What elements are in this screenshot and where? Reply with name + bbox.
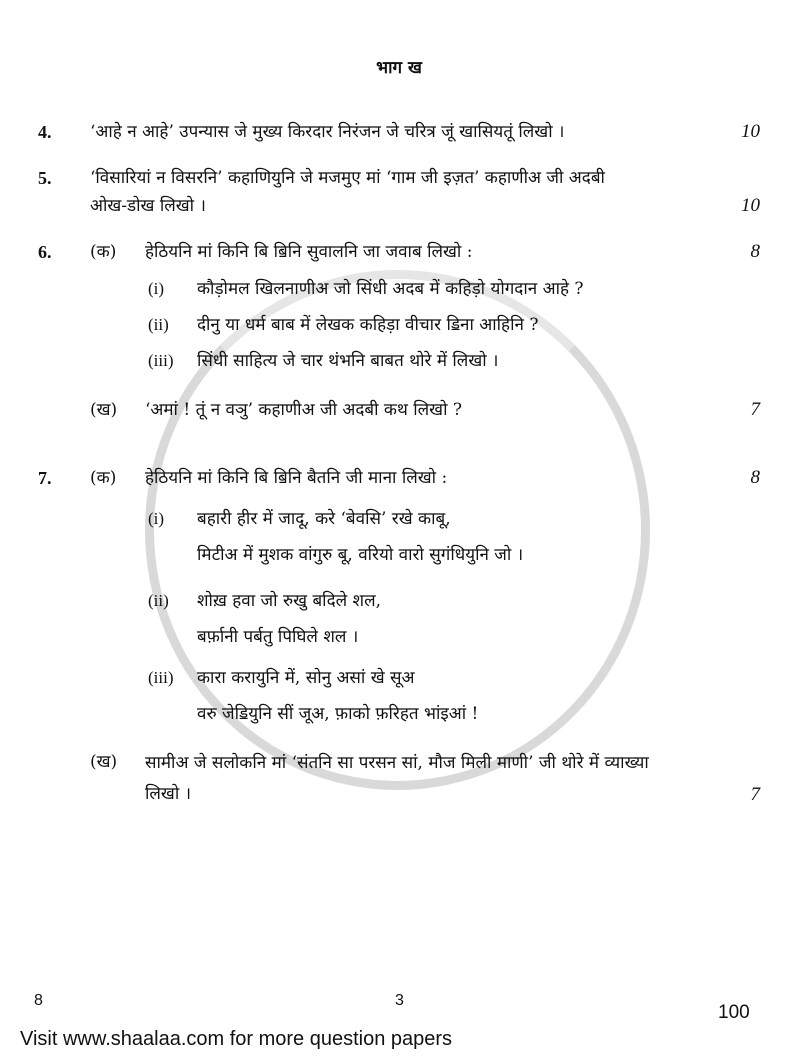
question-4 [38,118,760,146]
verse-item [148,501,696,573]
sub-label: (i) [148,509,165,528]
question-marks: 10 [741,121,760,142]
section-heading: भाग ख [376,58,422,78]
question-text: लिखो । [145,784,192,804]
page-number: 3 [395,992,404,1009]
question-marks: 8 [750,467,760,488]
sub-question-item [148,275,696,303]
question-6 [38,238,760,266]
sub-label: (iii) [148,668,174,687]
part-b [90,748,696,810]
sub-question: दीनु या धर्म बाब में लेखक कहिड़ा वीचार ॾिना आहिनि ? [197,315,539,335]
total-marks: 100 [718,1002,750,1023]
part-a [90,464,696,492]
verse-line: शोख़ हवा जो रुखु बदिले शल, [197,591,382,611]
question-marks: 7 [750,399,760,420]
verse-body [197,501,696,573]
sub-question: कौड़ोमल खिलनाणीअ जो सिंधी अदब में कहिड़ो योगदान आहे ? [197,279,584,299]
question-7-part-b [38,748,760,810]
sub-label: (ii) [148,591,169,610]
part-b [90,396,696,424]
question-marks: 8 [750,241,760,262]
question-7-subs [38,492,760,732]
question-text: हेठियनि मां किनि बि ॿिनि बैतनि जी माना लिखो : [145,468,448,488]
part-a [90,238,696,266]
question-6-part-b [38,396,760,424]
question-text: हेठियनि मां किनि बि ॿिनि सुवालनि जा जवाब लिखो : [145,242,473,262]
paper-code: 8 [34,992,43,1009]
verse-line: बहारी हीर में जादू, करे ‘बेवसि’ रखे काबू, [197,509,451,529]
question-number: 7. [38,468,52,488]
question-7 [38,464,760,492]
question-5 [38,164,760,220]
sub-label: (ii) [148,315,169,334]
question-text: ‘आहे न आहे’ उपन्यास जे मुख्य किरदार निरंजन जे चरित्र जूं खासियतूं लिखो । [90,122,565,142]
part-label: (ख) [90,752,118,772]
verse-line: कारा करायुनि में, सोनु असां खे सूअ [197,668,415,688]
question-paper [38,54,760,810]
sub-question-item [148,347,696,375]
verse-item [148,660,696,732]
verse-body [197,583,696,655]
sub-question-item [148,311,696,339]
promo-link[interactable]: Visit www.shaalaa.com for more question papers [20,1028,453,1050]
question-number: 5. [38,168,52,188]
question-text: ओख-डोख लिखो । [90,196,206,216]
question-marks: 10 [741,195,760,216]
question-text: ‘अमां ! तूं न वञु’ कहाणीअ जी अदबी कथ लिखो ? [145,400,463,420]
verse-line: वरु जेॾियुनि सीं जूअ, फ़ाको फ़रिहत भांइआं ! [197,704,479,724]
sub-question: सिंधी साहित्य जे चार थंभनि बाबत थोरे में लिखो । [197,351,499,371]
verse-body [197,660,696,732]
sub-label: (iii) [148,351,174,370]
verse-list [90,492,696,732]
question-marks: 7 [750,784,760,805]
part-label: (ख) [90,400,118,420]
question-body [90,164,696,220]
question-number: 4. [38,122,52,142]
verse-line: मिटीअ में मुशक वांगुरु बू, वरियो वारो सुगंधियुनि जो । [197,545,524,565]
sub-label: (i) [148,279,165,298]
verse-item [148,583,696,655]
sub-question-list [90,266,696,375]
question-text: ‘विसारियां न विसरनि’ कहाणियुनि जे मजमुए मां ‘गाम जी इज़त’ कहाणीअ जी अदबी [90,168,605,188]
part-label: (क) [90,468,117,488]
part-label: (क) [90,242,117,262]
question-number: 6. [38,242,52,262]
question-text: सामीअ जे सलोकनि मां ‘संतनि सा परसन सां, मौज मिली माणी’ जी थोरे में व्याख्या [145,753,649,773]
question-6-subs [38,266,760,375]
question-body [145,748,696,810]
verse-line: बर्फ़ानी पर्बतु पिघिले शल । [197,627,359,647]
